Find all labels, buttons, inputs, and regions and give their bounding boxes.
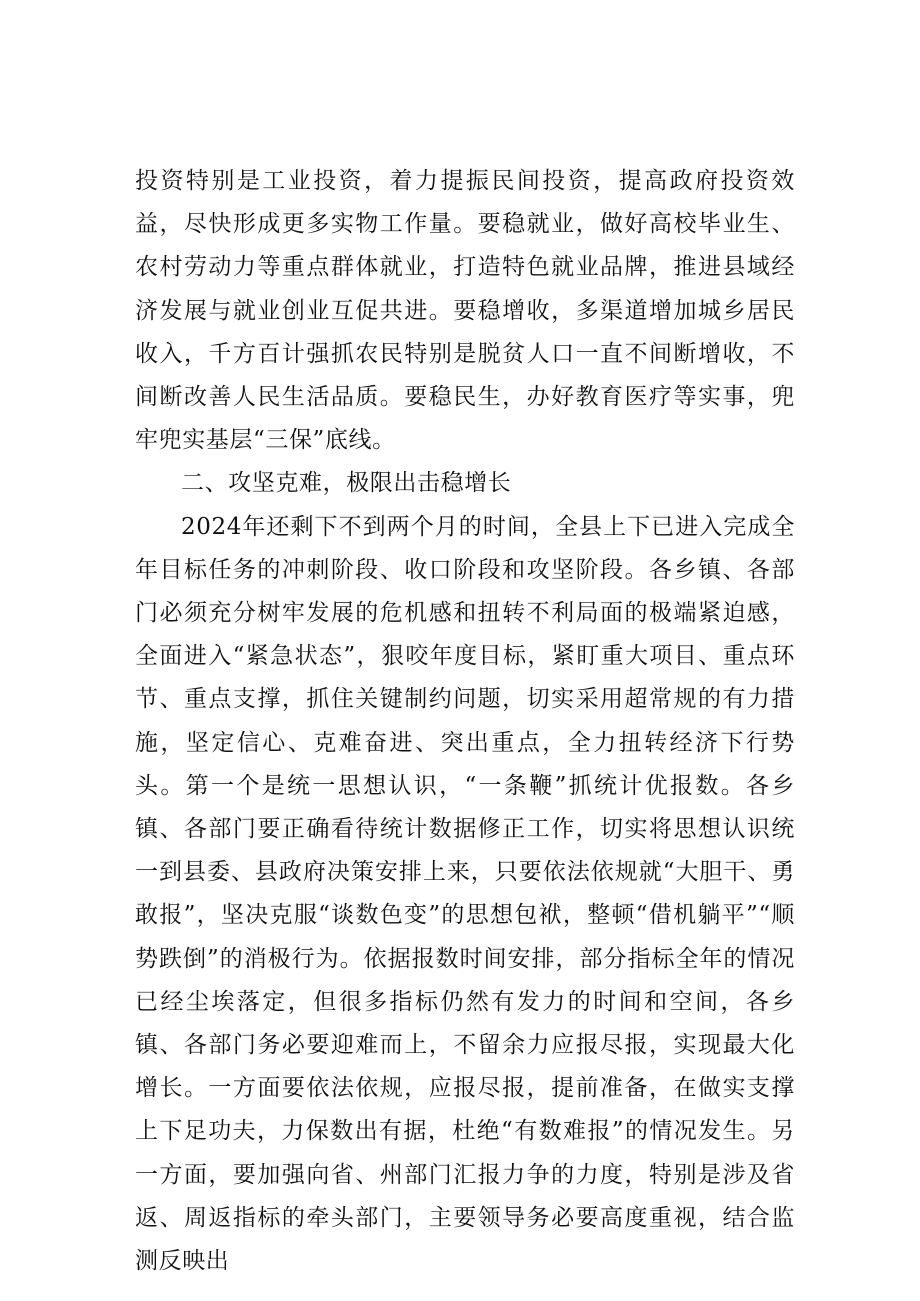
paragraph-main: 2024年还剩下不到两个月的时间，全县上下已进入完成全年目标任务的冲刺阶段、收口阶段和攻坚阶段。各乡镇、各部门必须充分树牢发展的危机感和扭转不利局面的极端紧迫感，全面进入“紧急状态”，狠咬年度目标，紧盯重大项目、重点环节、重点支撑，抓住关键制约问题，切实采用超常规的有力措施，坚定信心、克难奋进、突出重点，全力扭转经济下行势头。第一个是统一思想认识，“一条鞭”抓统计优报数。各乡镇、各部门要正确看待统计数据修正工作，切实将思想认识统一到县委、县政府决策安排上来，只要依法依规就“大胆干、勇敢报”，坚决克服“谈数色变”的思想包袱，整顿“借机躺平”“顺势跌倒”的消极行为。依据报数时间安排，部分指标全年的情况已经尘埃落定，但很多指标仍然有发力的时间和空间，各乡镇、各部门务必要迎难而上，不留余力应报尽报，实现最大化增长。一方面要依法依规，应报尽报，提前准备，在做实支撑上下足功夫，力保数出有据，杜绝“有数难报”的情况发生。另一方面，要加强向省、州部门汇报力争的力度，特别是涉及省返、周返指标的牵头部门，主要领导务必要高度重视，结合监测反映出 xyxy=(135,513,795,1275)
document-body xyxy=(135,160,795,1283)
paragraph-continued: 投资特别是工业投资，着力提振民间投资，提高政府投资效益，尽快形成更多实物工作量。要稳就业，做好高校毕业生、农村劳动力等重点群体就业，打造特色就业品牌，推进县域经济发展与就业创业互促共进。要稳增收，多渠道增加城乡居民收入，千方百计强抓农民特别是脱贫人口一直不间断增收，不间断改善人民生活品质。要稳民生，办好教育医疗等实事，兜牢兜实基层“三保”底线。 xyxy=(135,168,795,454)
section-heading: 二、攻坚克难，极限出击稳增长 xyxy=(181,470,512,497)
